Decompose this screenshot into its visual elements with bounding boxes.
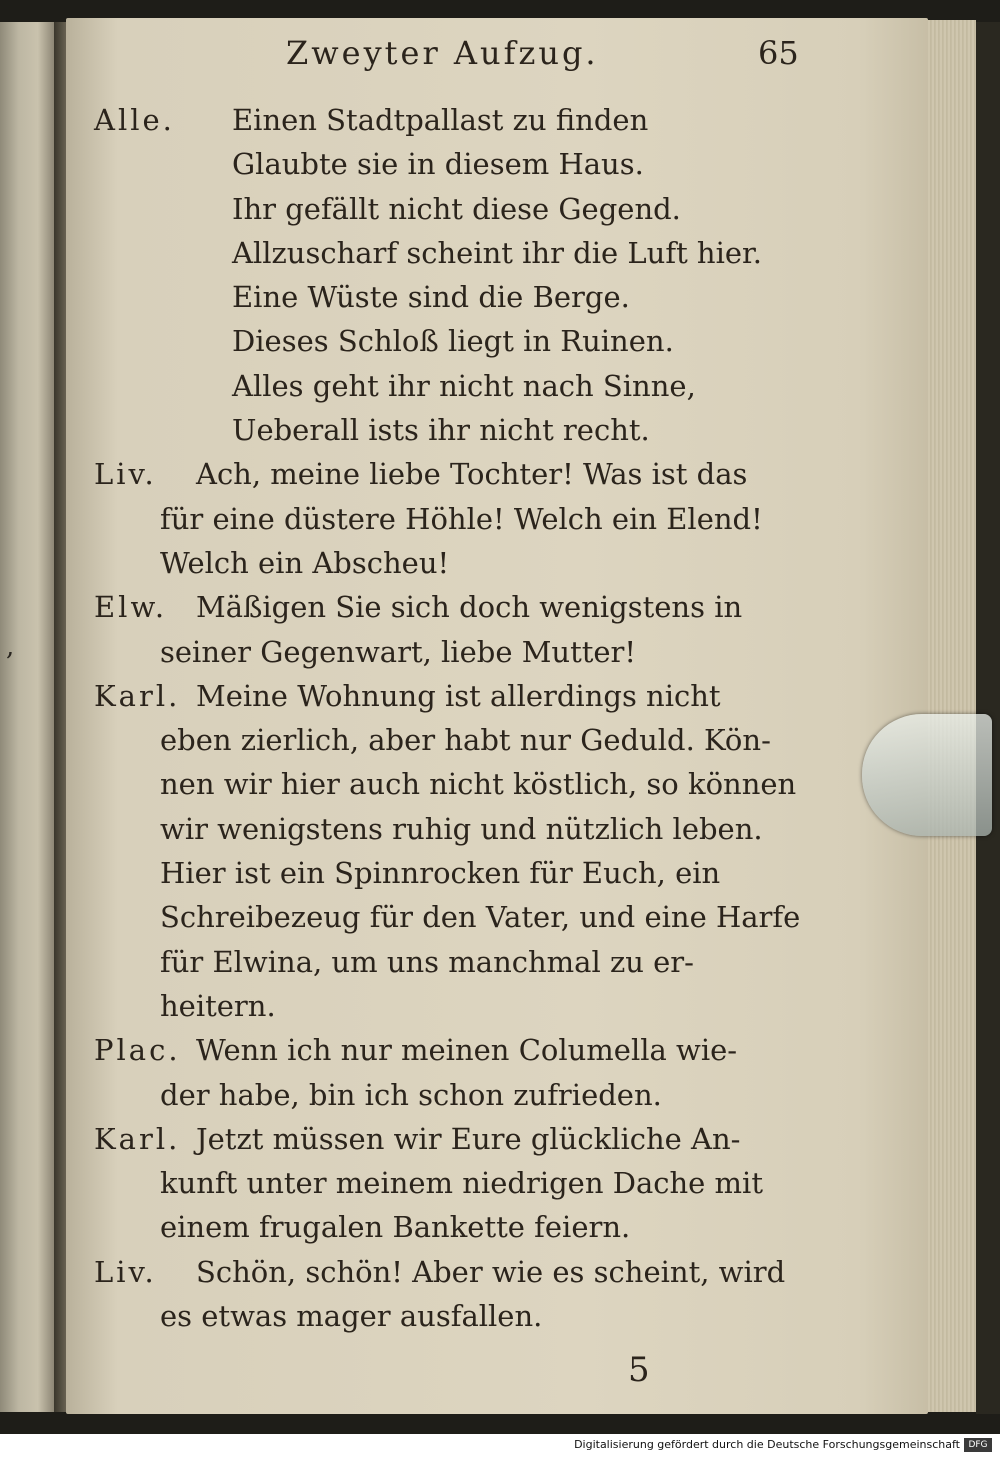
speech-line: seiner Gegenwart, liebe Mutter!	[160, 634, 637, 669]
page-header	[0, 34, 1000, 78]
speech-line: Welch ein Abscheu!	[160, 545, 450, 580]
speech-line: der habe, bin ich schon zufrieden.	[160, 1077, 662, 1112]
text-line	[94, 142, 814, 186]
speech-line: es etwas mager ausfallen.	[160, 1299, 543, 1334]
text-line	[94, 630, 814, 674]
text-line	[94, 1250, 814, 1294]
text-line	[94, 187, 814, 231]
verse-line: Dieses Schloß liegt in Ruinen.	[232, 324, 674, 359]
speaker-label: Elw.	[94, 590, 168, 625]
text-line	[94, 585, 814, 629]
footer-credit: Digitalisierung gefördert durch die Deutsche Forschungsgemeinschaft	[574, 1438, 960, 1451]
text-line	[94, 98, 814, 142]
text-line	[94, 1161, 814, 1205]
text-line	[94, 895, 814, 939]
text-line	[94, 984, 814, 1028]
speech-line: Hier ist ein Spinnrocken für Euch, ein	[160, 856, 721, 891]
left-page-mark: ,	[6, 632, 15, 662]
verse-line: Alles geht ihr nicht nach Sinne,	[232, 368, 696, 403]
speech-line: heitern.	[160, 988, 276, 1023]
text-line	[94, 231, 814, 275]
text-line	[94, 408, 814, 452]
speaker-label: Liv.	[94, 1254, 157, 1289]
text-line	[94, 452, 814, 496]
dfg-logo: DFG	[964, 1438, 992, 1452]
speech-line: Schreibezeug für den Vater, und eine Harfe	[160, 900, 801, 935]
text-line	[94, 940, 814, 984]
verse-line: Allzuscharf scheint ihr die Luft hier.	[232, 235, 762, 270]
speech-line: eben zierlich, aber habt nur Geduld. Kön-	[160, 723, 771, 758]
text-line	[94, 762, 814, 806]
speech-line: wir wenigstens ruhig und nützlich leben.	[160, 811, 763, 846]
speech-line: Schön, schön! Aber wie es scheint, wird	[196, 1254, 786, 1289]
text-line	[94, 1073, 814, 1117]
speech-line: Wenn ich nur meinen Columella wie-	[196, 1033, 738, 1068]
speech-line: kunft unter meinem niedrigen Dache mit	[160, 1166, 763, 1201]
speech-line: Meine Wohnung ist allerdings nicht	[196, 678, 721, 713]
page-clip	[862, 714, 992, 836]
speech-line: Mäßigen Sie sich doch wenigstens in	[196, 590, 743, 625]
text-line	[94, 807, 814, 851]
speech-line: einem frugalen Bankette feiern.	[160, 1210, 631, 1245]
text-line	[94, 851, 814, 895]
text-line	[94, 541, 814, 585]
running-head: Zweyter Aufzug.	[286, 34, 599, 72]
previous-page-edge	[0, 22, 54, 1412]
speech-line: für Elwina, um uns manchmal zu er-	[160, 944, 694, 979]
verse-line: Einen Stadtpallast zu finden	[232, 103, 649, 137]
speech-line: Ach, meine liebe Tochter! Was ist das	[196, 457, 748, 492]
speaker-label: Karl.	[94, 1121, 181, 1156]
text-line	[94, 364, 814, 408]
speech-line: Jetzt müssen wir Eure glückliche An-	[196, 1121, 741, 1156]
text-line	[94, 1205, 814, 1249]
text-line	[94, 1117, 814, 1161]
speech-line: für eine düstere Höhle! Welch ein Elend!	[160, 501, 763, 536]
text-line	[94, 275, 814, 319]
text-line	[94, 718, 814, 762]
text-line	[94, 1028, 814, 1072]
text-line	[94, 1294, 814, 1338]
speaker-label: Alle.	[94, 103, 175, 137]
speech-line: nen wir hier auch nicht köstlich, so können	[160, 767, 797, 802]
speaker-label: Liv.	[94, 457, 157, 492]
page-text	[94, 98, 814, 1338]
digitization-footer	[0, 1434, 1000, 1457]
verse-line: Glaubte sie in diesem Haus.	[232, 147, 644, 182]
text-line	[94, 319, 814, 363]
text-line	[94, 674, 814, 718]
verse-line: Eine Wüste sind die Berge.	[232, 280, 630, 315]
text-line	[94, 497, 814, 541]
verse-line: Ueberall ists ihr nicht recht.	[232, 413, 650, 448]
verse-line: Ihr gefällt nicht diese Gegend.	[232, 191, 681, 226]
speaker-label: Plac.	[94, 1033, 181, 1068]
speaker-label: Karl.	[94, 678, 181, 713]
signature-mark: 5	[628, 1350, 650, 1390]
page-number: 65	[758, 34, 799, 72]
